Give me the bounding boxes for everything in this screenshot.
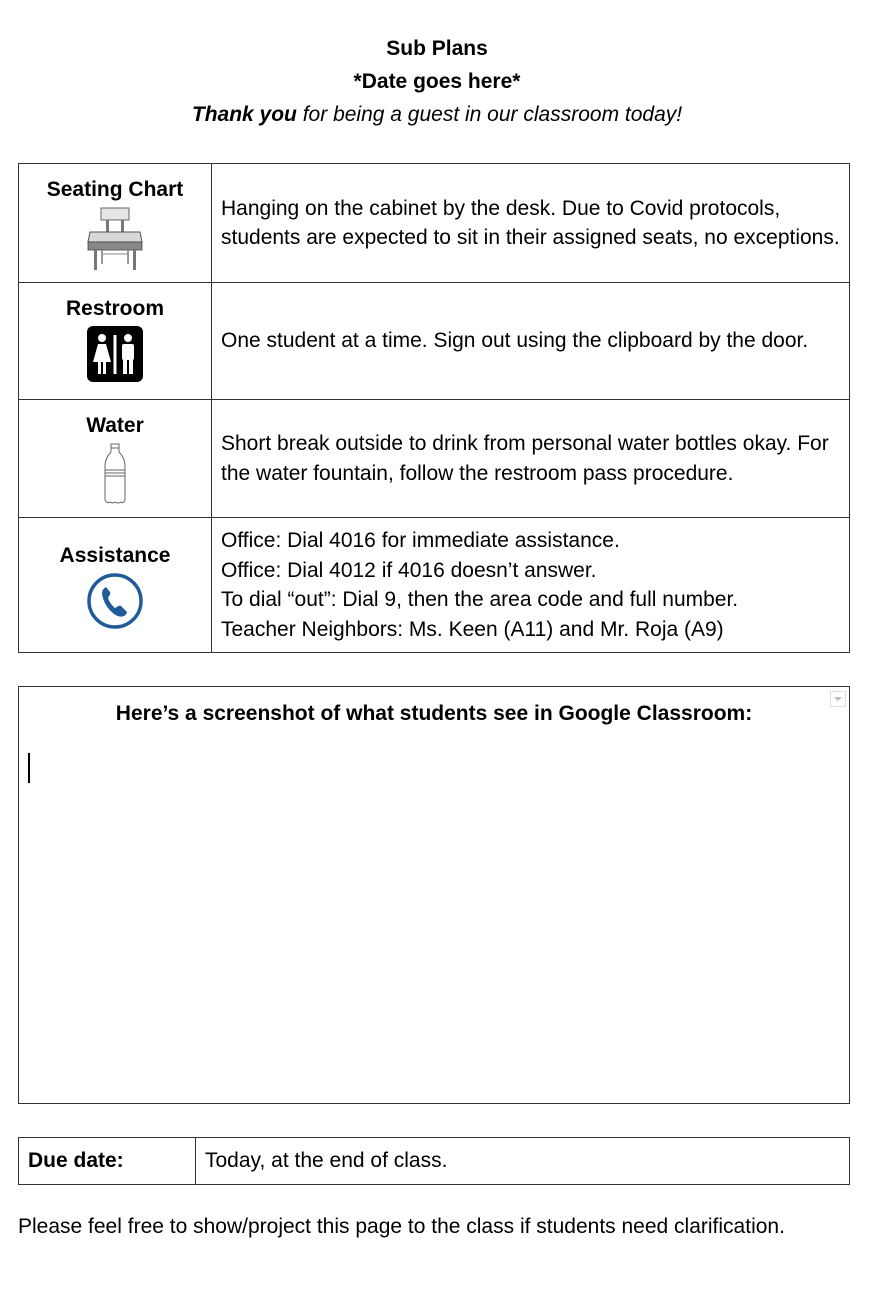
thank-you-line	[0, 98, 874, 131]
restroom-label: Restroom	[65, 297, 165, 320]
assistance-line-4: Teacher Neighbors: Ms. Keen (A11) and Mr. Roja (A9)	[221, 617, 724, 641]
document-header	[0, 32, 874, 131]
thank-you-rest: for being a guest in our classroom today!	[296, 103, 683, 126]
table-row-due-date	[19, 1138, 850, 1185]
desk-icon	[19, 206, 211, 272]
google-classroom-screenshot-box[interactable]	[18, 686, 850, 1104]
due-date-value: Today, at the end of class.	[196, 1138, 850, 1185]
chevron-down-icon	[834, 697, 842, 701]
water-text: Short break outside to drink from personal water bottles okay. For the water fountain, follow the restroom pass procedure.	[212, 400, 850, 518]
seating-chart-text: Hanging on the cabinet by the desk. Due to Covid protocols, students are expected to sit in their assigned seats, no exceptions.	[212, 164, 850, 283]
cell-dropdown-button[interactable]	[830, 691, 846, 707]
footer-note: Please feel free to show/project this page to the class if students need clarification.	[18, 1215, 785, 1238]
restroom-text: One student at a time. Sign out using the clipboard by the door.	[212, 283, 850, 400]
phone-icon	[19, 572, 211, 630]
restroom-label-cell	[19, 283, 212, 400]
water-bottle-icon	[19, 442, 211, 506]
assistance-text	[212, 518, 850, 653]
assistance-line-2: Office: Dial 4012 if 4016 doesn’t answer.	[221, 558, 597, 582]
date-placeholder: *Date goes here*	[353, 70, 521, 93]
classroom-info-table	[18, 163, 850, 653]
page-title: Sub Plans	[386, 37, 488, 60]
restroom-icon	[19, 325, 211, 383]
assistance-label: Assistance	[59, 544, 171, 567]
table-row-restroom	[19, 283, 850, 400]
thank-you-bold: Thank you	[191, 103, 297, 126]
google-classroom-box-title: Here’s a screenshot of what students see in Google Classroom:	[115, 702, 753, 725]
water-label: Water	[86, 414, 144, 437]
due-date-label: Due date:	[19, 1138, 196, 1185]
table-row-assistance	[19, 518, 850, 653]
assistance-line-3: To dial “out”: Dial 9, then the area code and full number.	[221, 588, 739, 611]
seating-chart-label: Seating Chart	[46, 178, 184, 201]
seating-chart-label-cell	[19, 164, 212, 283]
text-cursor	[28, 753, 30, 783]
table-row-seating-chart	[19, 164, 850, 283]
assistance-line-1: Office: Dial 4016 for immediate assistance.	[221, 529, 620, 552]
assistance-label-cell	[19, 518, 212, 653]
table-row-water	[19, 400, 850, 518]
water-label-cell	[19, 400, 212, 518]
due-date-table	[18, 1137, 850, 1185]
